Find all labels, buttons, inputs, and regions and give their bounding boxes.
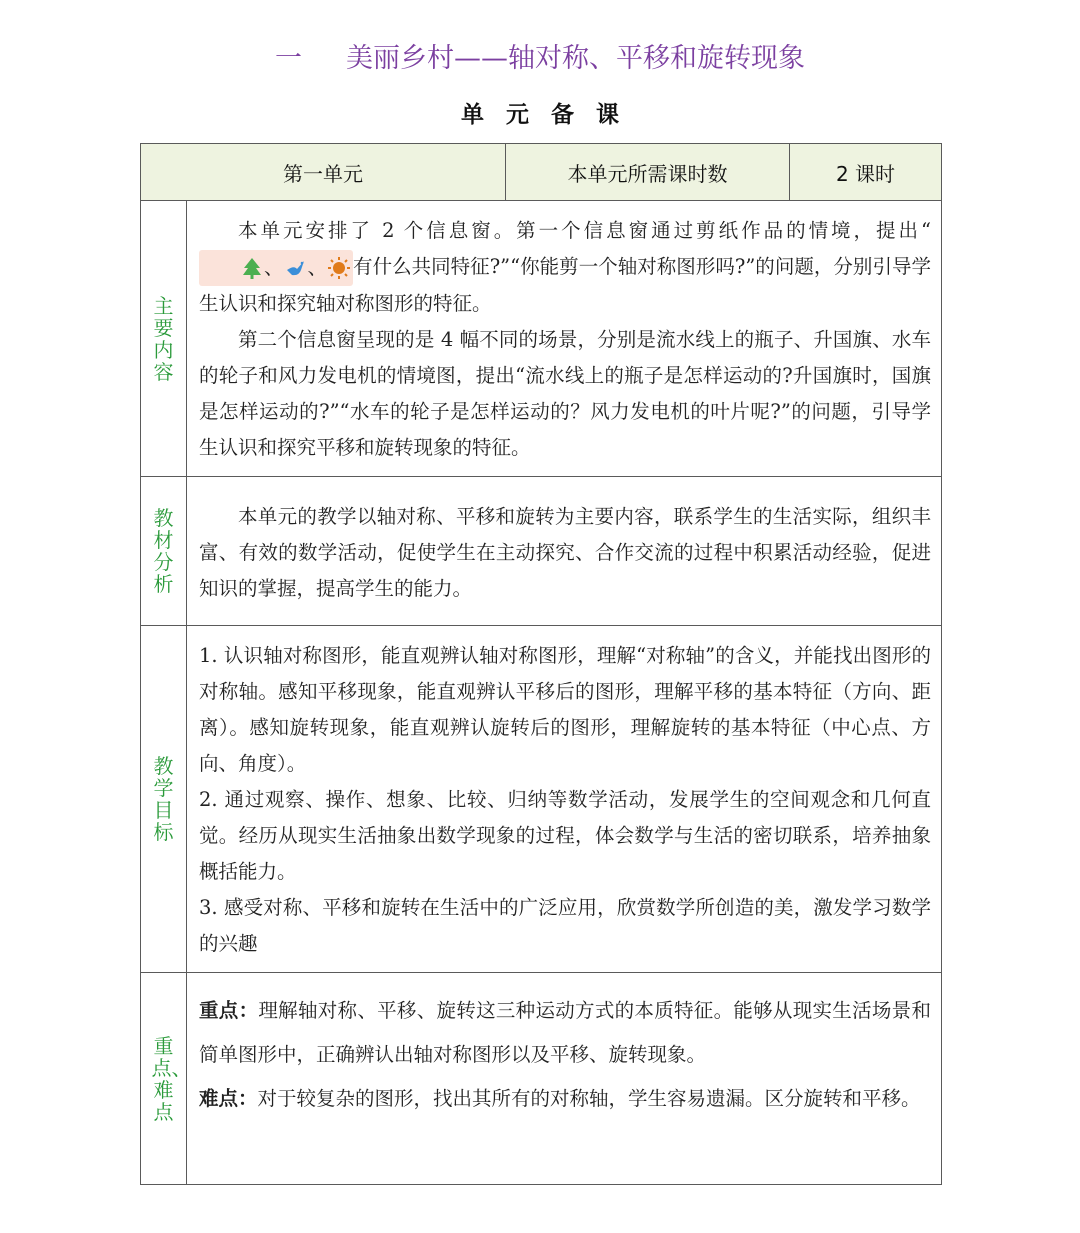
bird-papercut-icon [284, 256, 308, 280]
icon-separator: 、 [307, 255, 328, 279]
content-paragraph-1 [199, 213, 931, 322]
content-paragraph-2: 第二个信息窗呈现的是 4 幅不同的场景，分别是流水线上的瓶子、升国旗、水车的轮子和风力发电机的情境图，提出“流水线上的瓶子是怎样运动的?升国旗时，国旗是怎样运动的?”“水车的轮子是怎样运动的？风力发电机的叶片呢?”的问题，引导学生认识和探究平移和旋转现象的特征。 [199, 327, 931, 459]
page-title [0, 36, 1080, 75]
key-point-label: 重点： [199, 999, 259, 1022]
material-analysis-label: 教材分析 [153, 506, 174, 596]
main-content-row [141, 201, 942, 477]
material-analysis-row [141, 477, 942, 626]
hours-value-cell: 2 课时 [790, 144, 942, 201]
unit-title: 美丽乡村——轴对称、平移和旋转现象 [346, 43, 805, 74]
key-difficult-cell [187, 973, 942, 1185]
table-header-row [141, 144, 942, 201]
content-p1-start: 本单元安排了 2 个信息窗。第一个信息窗通过剪纸作品的情境，提出“ [238, 219, 931, 242]
tree-papercut-icon [240, 256, 264, 280]
key-difficult-label: 重点、难点 [151, 1033, 192, 1124]
material-analysis-cell [187, 477, 942, 626]
papercut-icons [199, 250, 353, 286]
lesson-plan-table [140, 143, 942, 1185]
goal-item: 2. 通过观察、操作、想象、比较、归纳等数学活动，发展学生的空间观念和几何直觉。经历从现实生活抽象出数学现象的过程，体会数学与生活的密切联系，培养抽象概括能力。 [199, 788, 931, 883]
key-difficult-row [141, 973, 942, 1185]
unit-name-cell: 第一单元 [141, 144, 506, 201]
unit-number: 一 [275, 43, 302, 74]
analysis-paragraph: 本单元的教学以轴对称、平移和旋转为主要内容，联系学生的生活实际，组织丰富、有效的数学活动，促使学生在主动探究、合作交流的过程中积累活动经验，促进知识的掌握，提高学生的能力。 [199, 505, 931, 600]
difficult-point-label: 难点： [199, 1087, 258, 1110]
goal-item: 3. 感受对称、平移和旋转在生活中的广泛应用，欣赏数学所创造的美，激发学习数学的兴趣 [199, 896, 931, 955]
sun-papercut-icon [327, 256, 351, 280]
material-analysis-label-cell [141, 477, 187, 626]
goal-item: 1. 认识轴对称图形，能直观辨认轴对称图形，理解“对称轴”的含义，并能找出图形的对称轴。感知平移现象，能直观辨认平移后的图形，理解平移的基本特征（方向、距离）。感知旋转现象，能直观辨认旋转后的图形，理解旋转的基本特征（中心点、方向、角度）。 [199, 644, 931, 775]
key-point-paragraph [199, 989, 931, 1077]
teaching-goals-label-cell [141, 626, 187, 973]
difficult-point-text: 对于较复杂的图形，找出其所有的对称轴，学生容易遗漏。区分旋转和平移。 [257, 1087, 921, 1110]
teaching-goals-cell [187, 626, 942, 973]
key-difficult-label-cell [141, 973, 192, 1185]
difficult-point-paragraph [199, 1077, 931, 1121]
main-content-cell [187, 201, 942, 477]
teaching-goals-label: 教学目标 [153, 754, 174, 844]
key-point-text: 理解轴对称、平移、旋转这三种运动方式的本质特征。能够从现实生活场景和简单图形中，正确辨认出轴对称图形以及平移、旋转现象。 [199, 999, 931, 1066]
main-content-label: 主要内容 [153, 293, 174, 384]
content-p1-end: 有什么共同特征?”“你能剪一个轴对称图形吗?”的问题，分别引导学生认识和探究轴对称图形的特征。 [199, 255, 931, 315]
section-subtitle: 单元备课 [461, 102, 641, 128]
icon-separator: 、 [264, 255, 284, 279]
teaching-goals-row [141, 626, 942, 973]
main-content-label-cell [141, 201, 187, 477]
hours-label-cell: 本单元所需课时数 [506, 144, 790, 201]
